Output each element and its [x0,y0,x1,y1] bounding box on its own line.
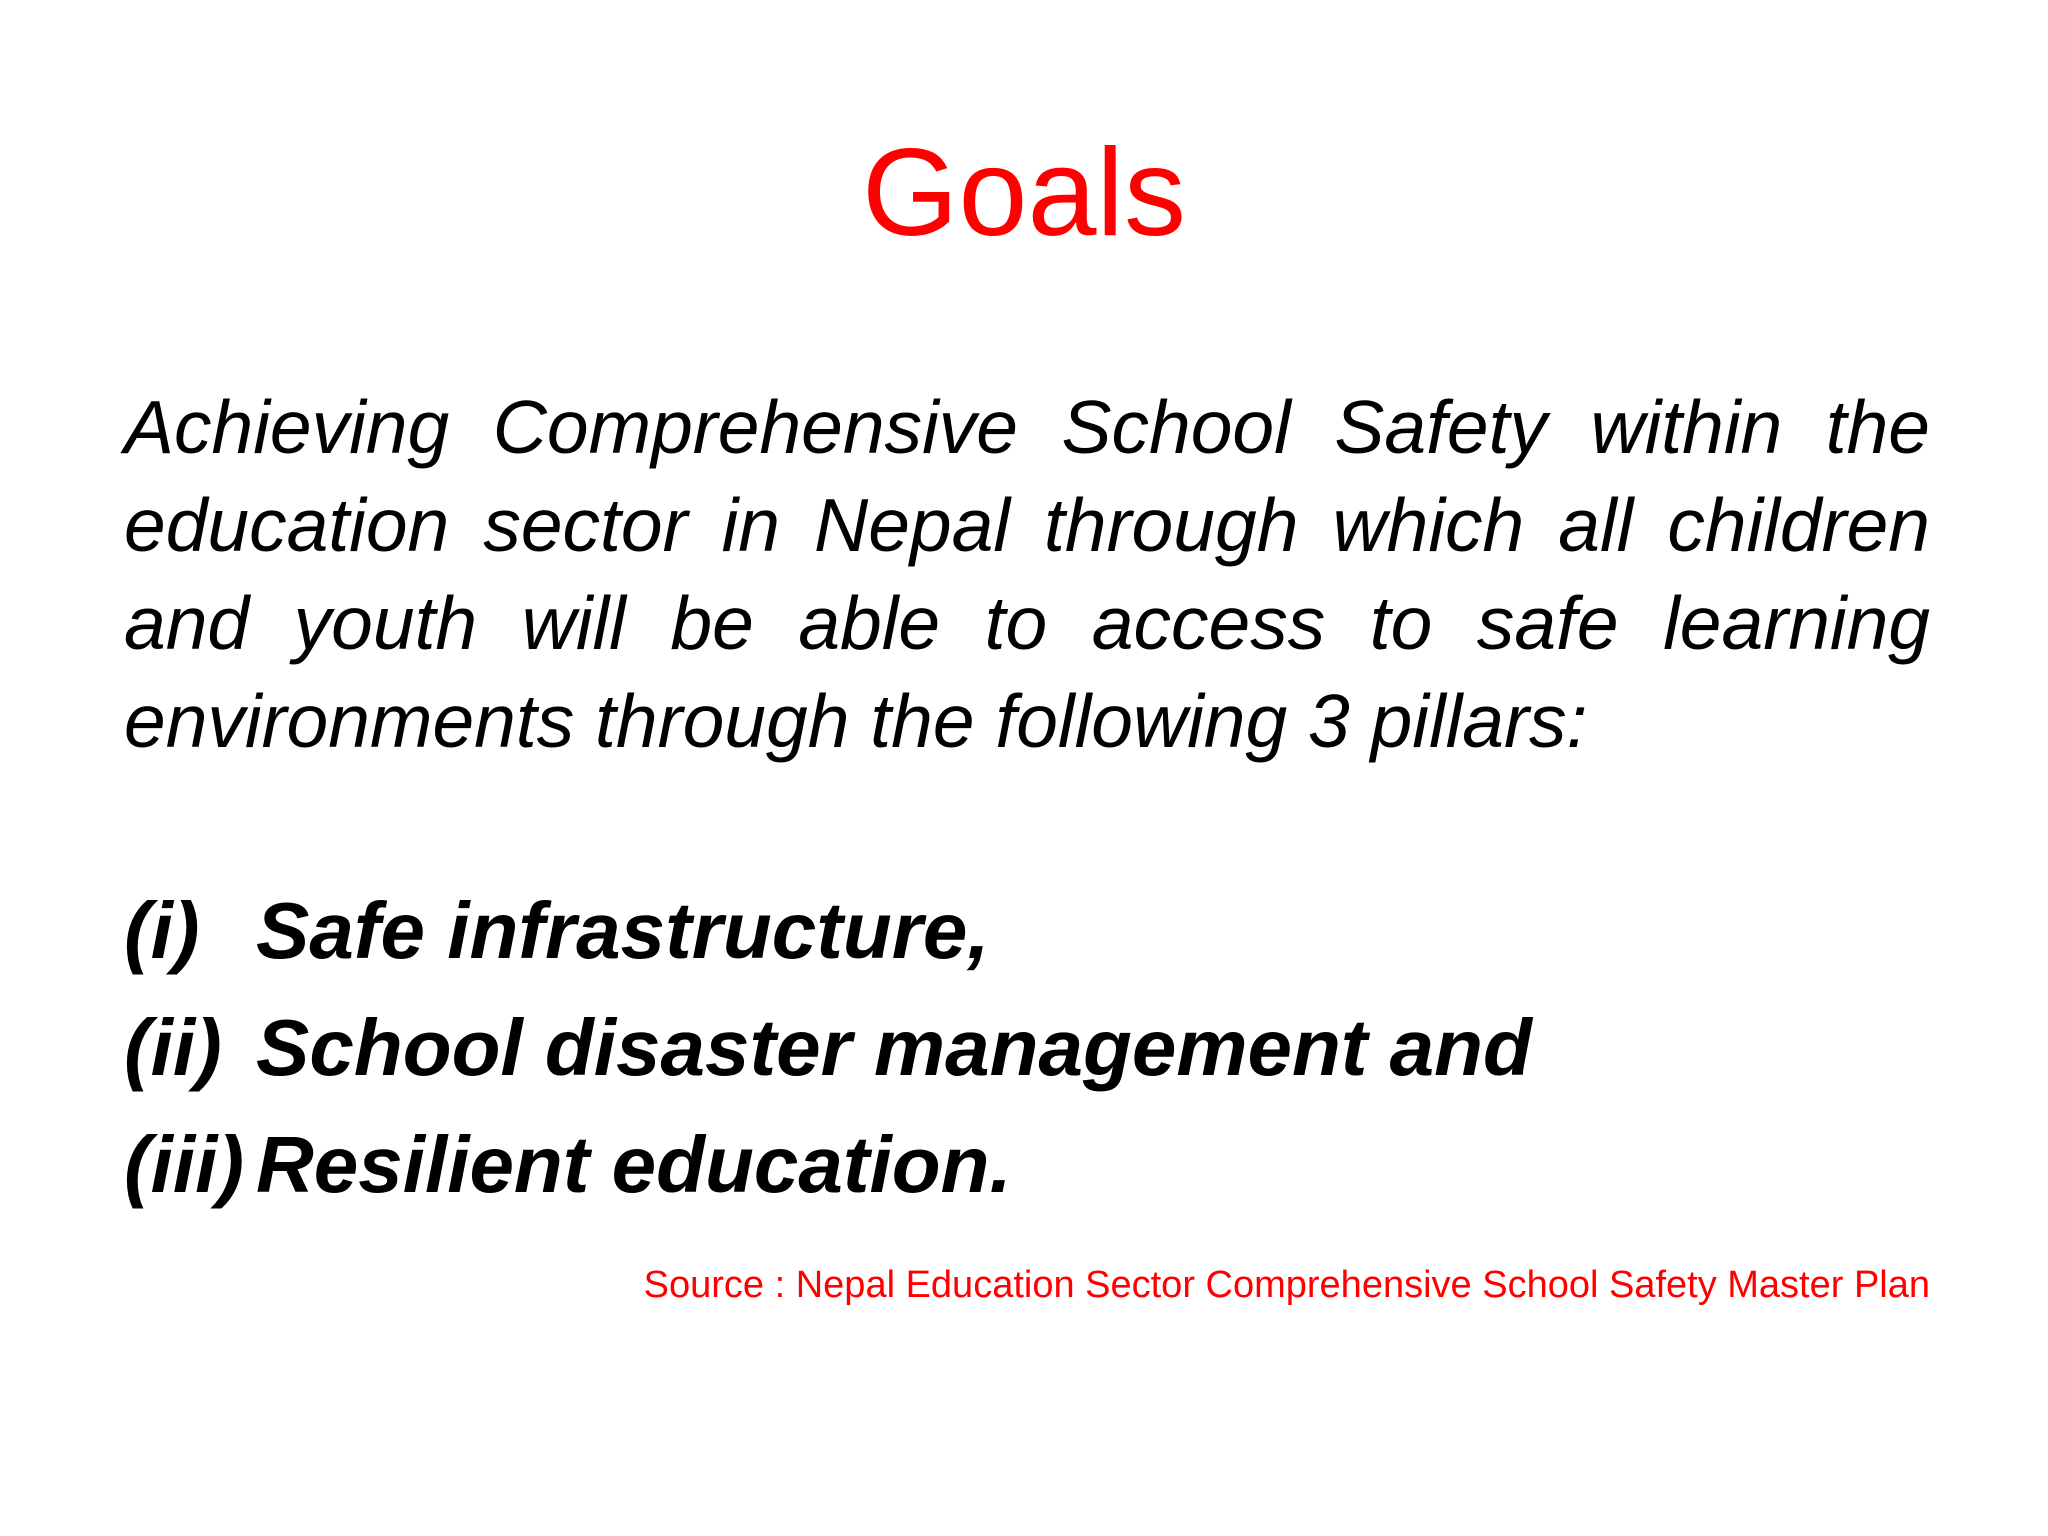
pillar-marker: (iii) [124,1120,244,1209]
pillar-text: School disaster management and [256,1003,1532,1092]
pillars-list [124,872,1930,1223]
pillar-marker: (i) [124,886,200,975]
pillar-text: Safe infrastructure, [256,886,990,975]
pillar-item [124,1106,1930,1223]
goal-description: Achieving Comprehensive School Safety within the education sector in Nepal through which all children and youth will be able to access to safe learning environments through the following 3 pillars: [124,385,1930,763]
pillar-item [124,989,1930,1106]
pillar-text: Resilient education. [256,1120,1012,1209]
pillar-marker: (ii) [124,1003,222,1092]
pillar-item [124,872,1930,989]
slide-title: Goals [862,124,1186,262]
source-citation: Source : Nepal Education Sector Comprehensive School Safety Master Plan [643,1264,1930,1306]
